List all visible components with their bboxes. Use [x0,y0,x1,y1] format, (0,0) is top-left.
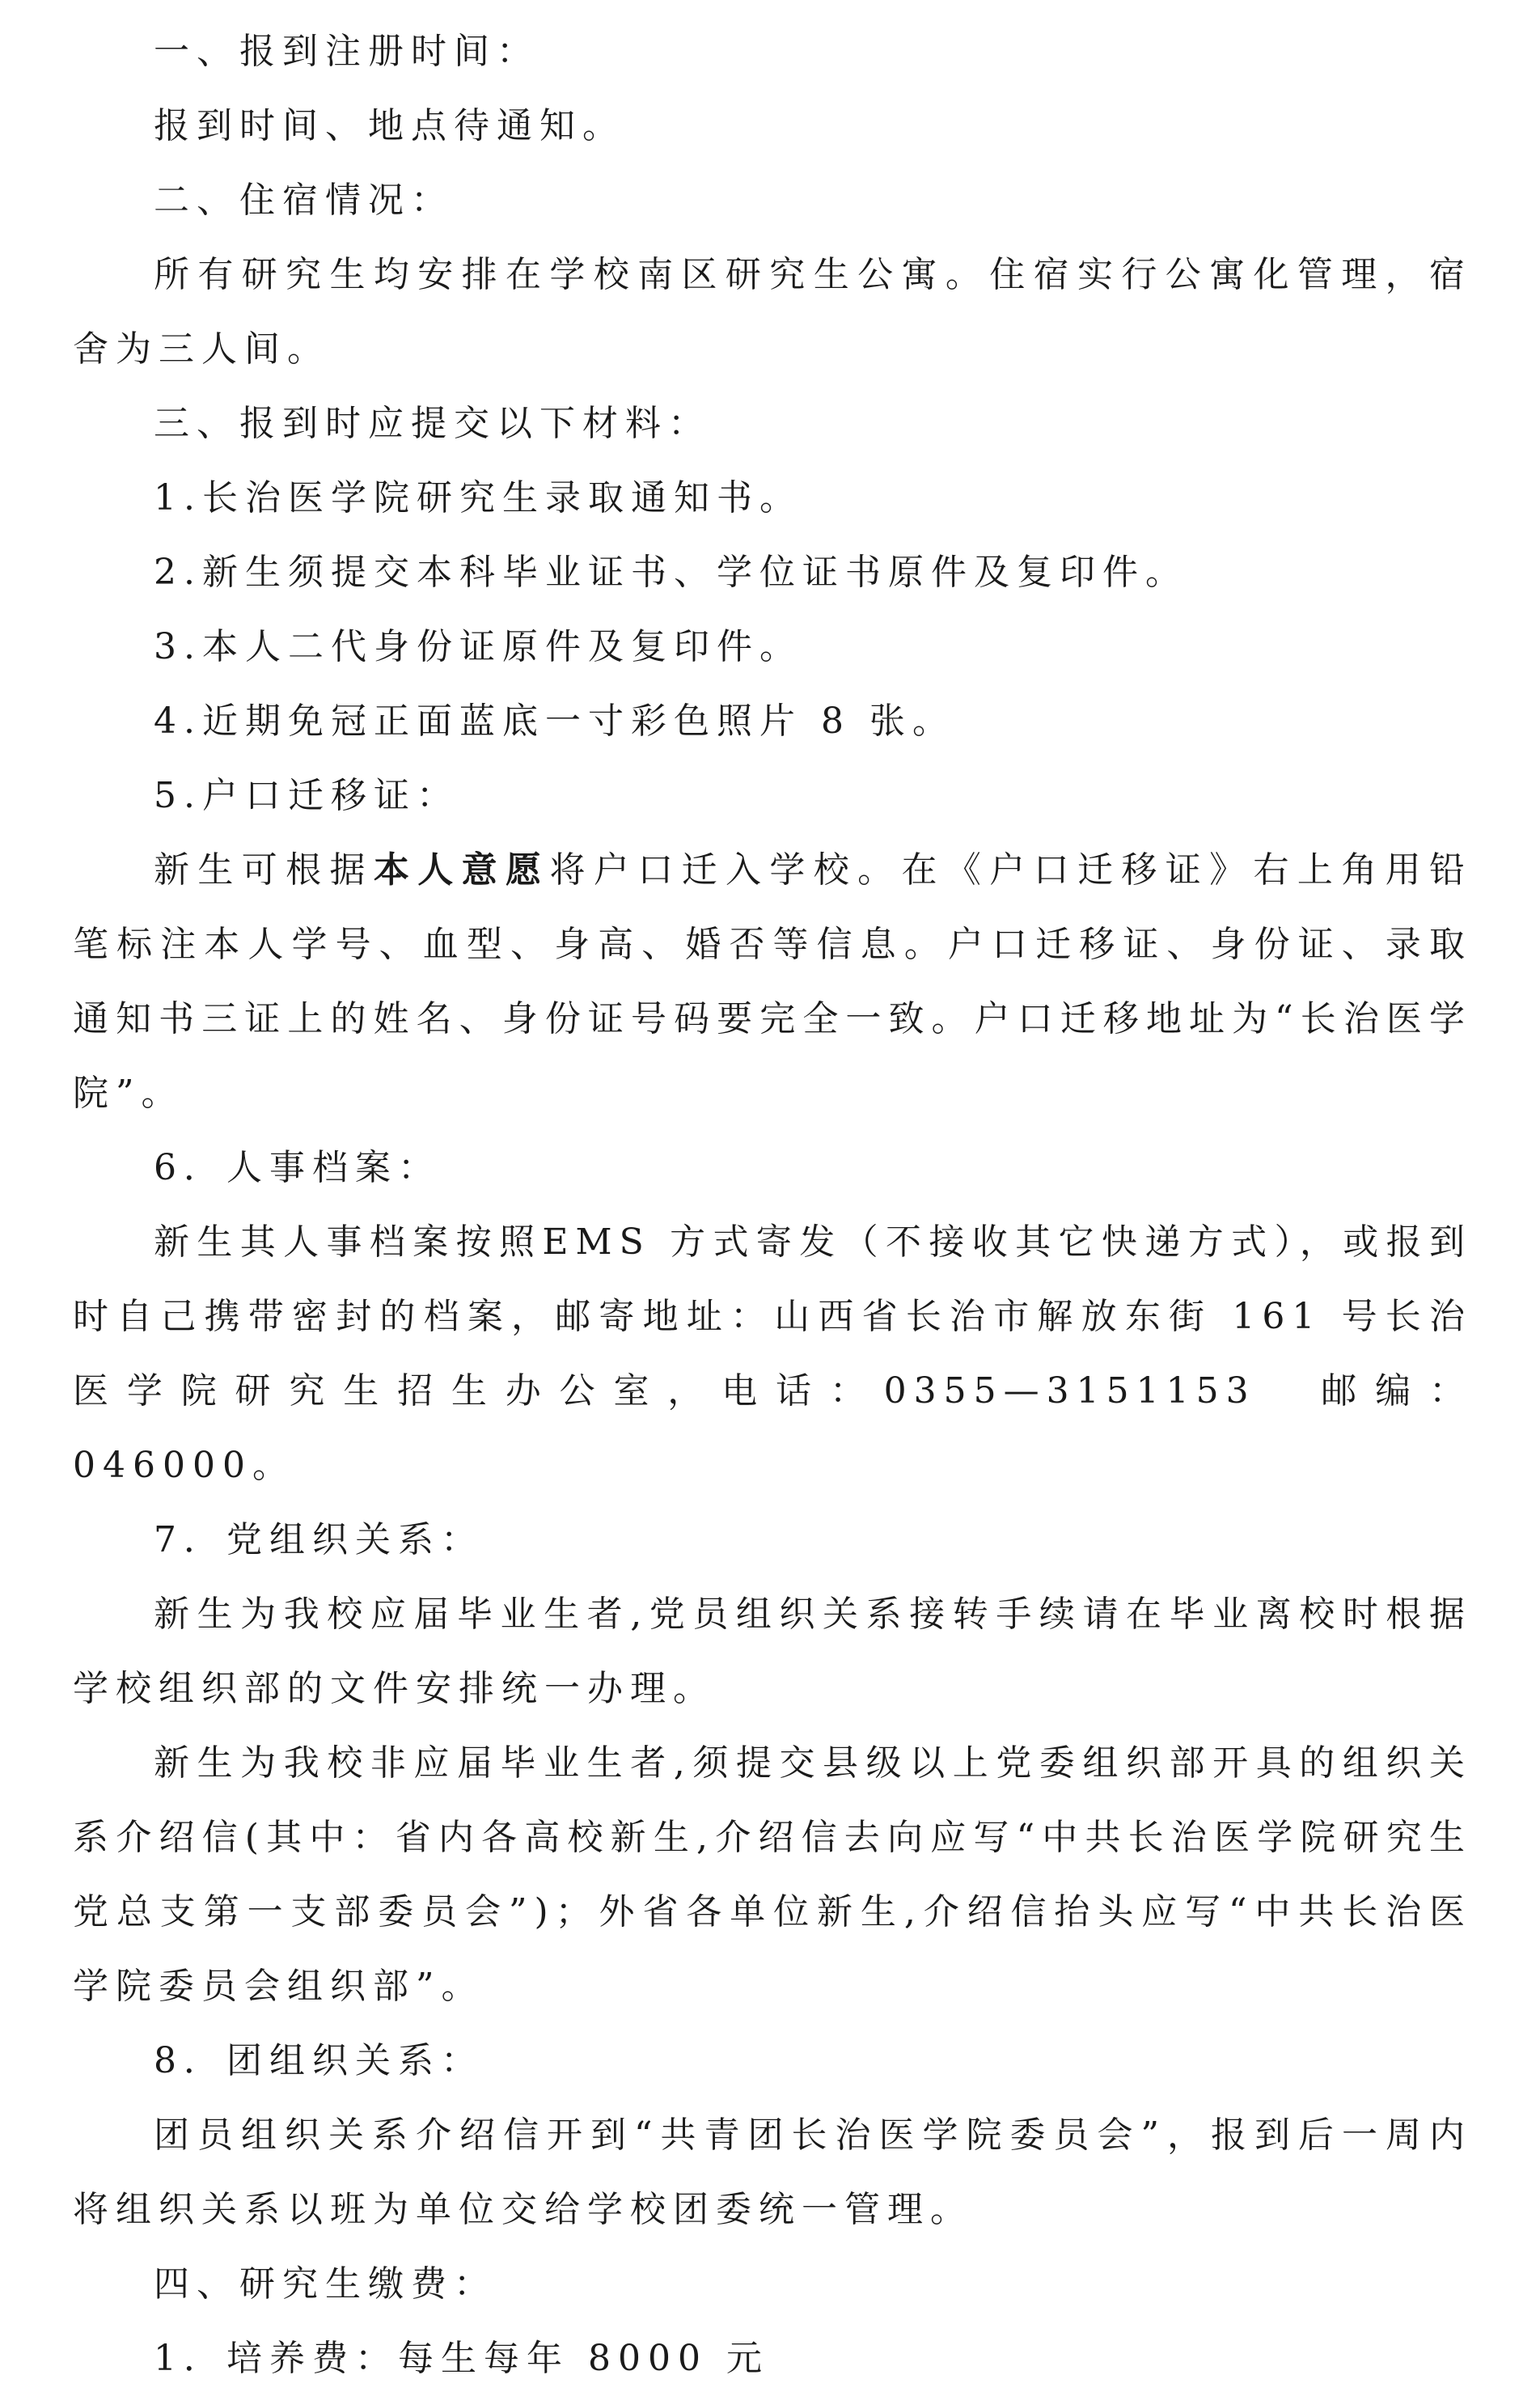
materials-item-party-text-1: 新生为我校应届毕业生者,党员组织关系接转手续请在毕业离校时根据学校组织部的文件安排统一办理。 [73,1594,1472,1709]
materials-item-party-heading: 7．党组织关系： [154,1519,484,1560]
section-fees-heading: 四、研究生缴费： [154,2263,497,2305]
materials-item-admission-notice: 1.长治医学院研究生录取通知书。 [154,477,802,519]
fees-item-training: 1．培养费：每生每年 8000 元 [154,2338,769,2379]
materials-item-photos: 4.近期免冠正面蓝底一寸彩色照片 8 张。 [154,701,955,742]
materials-item-party-text-2: 新生为我校非应届毕业生者,须提交县级以上党委组织部开具的组织关系介绍信(其中：省内各高校新生,介绍信去向应写“中共长治医学院研究生党总支第一支部委员会”)；外省各单位新生,介绍信抬头应写“中共长治医学院委员会组织部”。 [73,1742,1472,2007]
materials-item-archive-text: 新生其人事档案按照EMS 方式寄发（不接收其它快递方式），或报到时自己携带密封的档案，邮寄地址：山西省长治市解放东街 161 号长治医学院研究生招生办公室，电话：0355—3151153 邮编：046000。 [73,1221,1472,1486]
section-registration-heading: 一、报到注册时间： [154,31,539,72]
household-text-emphasis: 本人意愿 [373,849,550,891]
materials-item-household-text [73,833,1472,1131]
section-registration-text: 报到时间、地点待通知。 [154,105,625,146]
section-materials-heading: 三、报到时应提交以下材料： [154,403,711,444]
materials-item-league-text: 团员组织关系介绍信开到“共青团长治医学院委员会”，报到后一周内将组织关系以班为单位交给学校团委统一管理。 [73,2114,1472,2230]
materials-item-id-card: 3.本人二代身份证原件及复印件。 [154,626,802,667]
document-body [73,15,1472,2396]
materials-item-archive-heading: 6．人事档案： [154,1147,441,1188]
materials-item-diploma: 2.新生须提交本科毕业证书、学位证书原件及复印件。 [154,552,1188,593]
section-accommodation-text: 所有研究生均安排在学校南区研究生公寓。住宿实行公寓化管理，宿舍为三人间。 [73,254,1472,370]
household-text-after: 将户口迁入学校。在《户口迁移证》右上角用铅笔标注本人学号、血型、身高、婚否等信息。户口迁移证、身份证、录取通知书三证上的姓名、身份证号码要完全一致。户口迁移地址为“长治医学院”。 [73,849,1473,1114]
household-text-before: 新生可根据 [154,849,374,891]
materials-item-household-heading: 5.户口迁移证： [154,775,459,816]
section-accommodation-heading: 二、住宿情况： [154,180,454,221]
materials-item-league-heading: 8．团组织关系： [154,2040,484,2081]
